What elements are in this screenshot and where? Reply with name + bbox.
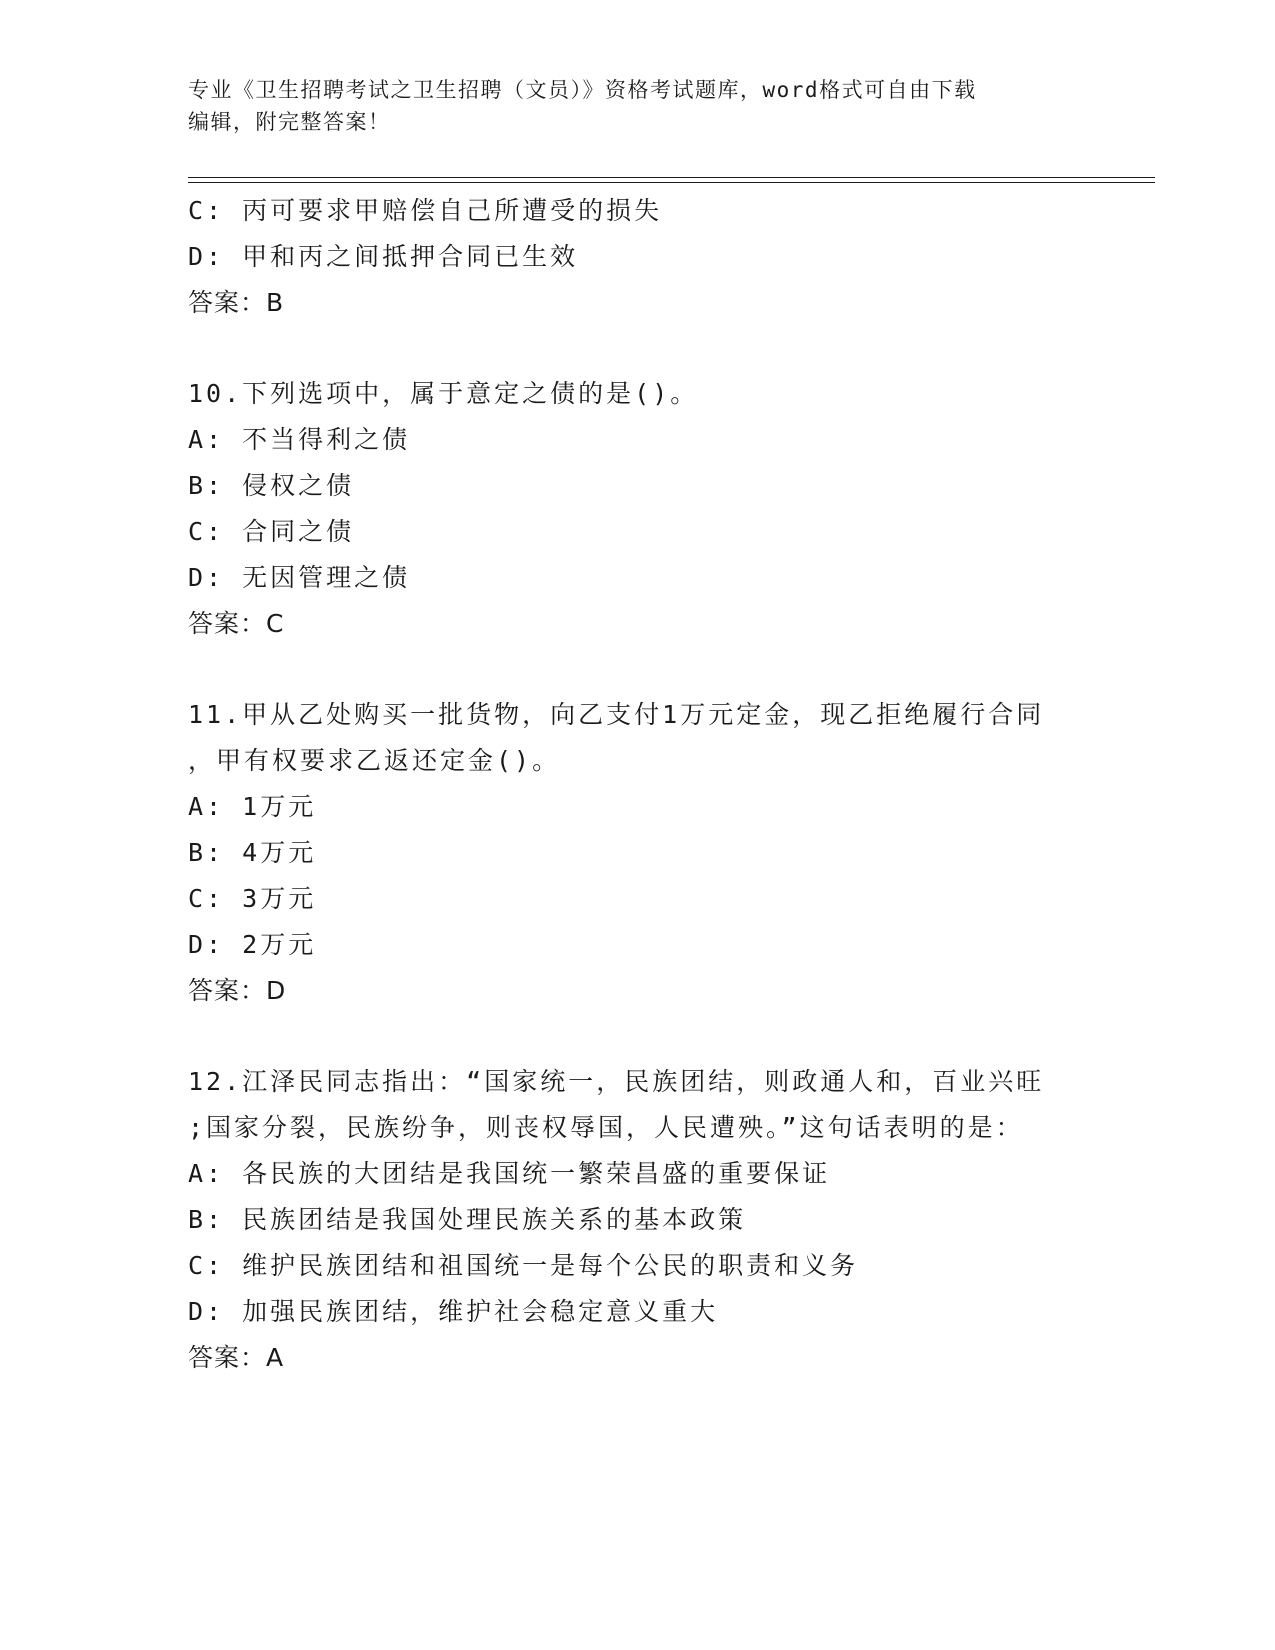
question-stem: 11.甲从乙处购买一批货物，向乙支付1万元定金，现乙拒绝履行合同 (188, 700, 1045, 729)
header-divider-top (188, 177, 1155, 178)
option-d: D: 2万元 (188, 930, 317, 959)
option-d: D: 加强民族团结，维护社会稳定意义重大 (188, 1297, 719, 1326)
header-divider-bottom (188, 182, 1155, 183)
answer: 答案：C (188, 609, 285, 638)
spacer (188, 1014, 1148, 1059)
spacer (188, 647, 1148, 692)
option-d: D: 无因管理之债 (188, 563, 411, 592)
option-b: B: 4万元 (188, 838, 317, 867)
question-list (188, 188, 1148, 1381)
option-c: C: 丙可要求甲赔偿自己所遭受的损失 (188, 196, 663, 225)
option-d: D: 甲和丙之间抵押合同已生效 (188, 242, 579, 271)
question-stem-continued: ;国家分裂，民族纷争，则丧权辱国，人民遭殃。”这句话表明的是： (188, 1113, 1024, 1142)
question-stem: 10.下列选项中，属于意定之债的是()。 (188, 379, 699, 408)
answer: 答案：A (188, 1343, 285, 1372)
option-c: C: 维护民族团结和祖国统一是每个公民的职责和义务 (188, 1251, 859, 1280)
question-12 (188, 1059, 1148, 1381)
question-stem: 12.江泽民同志指出：“国家统一，民族团结，则政通人和，百业兴旺 (188, 1067, 1045, 1096)
option-a: A: 1万元 (188, 792, 317, 821)
option-c: C: 合同之债 (188, 517, 355, 546)
spacer (188, 326, 1148, 371)
option-b: B: 侵权之债 (188, 471, 355, 500)
answer: 答案：B (188, 288, 285, 317)
header-line-2: 编辑，附完整答案！ (188, 110, 391, 134)
question-11 (188, 692, 1148, 1014)
question-9-continued (188, 188, 1148, 326)
question-10 (188, 371, 1148, 647)
header-line-1: 专业《卫生招聘考试之卫生招聘（文员）》资格考试题库，word格式可自由下载 (188, 78, 977, 102)
answer: 答案：D (188, 976, 287, 1005)
option-b: B: 民族团结是我国处理民族关系的基本政策 (188, 1205, 747, 1234)
document-header (188, 74, 1088, 138)
question-stem-continued: ，甲有权要求乙返还定金()。 (188, 746, 561, 775)
option-a: A: 不当得利之债 (188, 425, 411, 454)
option-a: A: 各民族的大团结是我国统一繁荣昌盛的重要保证 (188, 1159, 831, 1188)
option-c: C: 3万元 (188, 884, 317, 913)
